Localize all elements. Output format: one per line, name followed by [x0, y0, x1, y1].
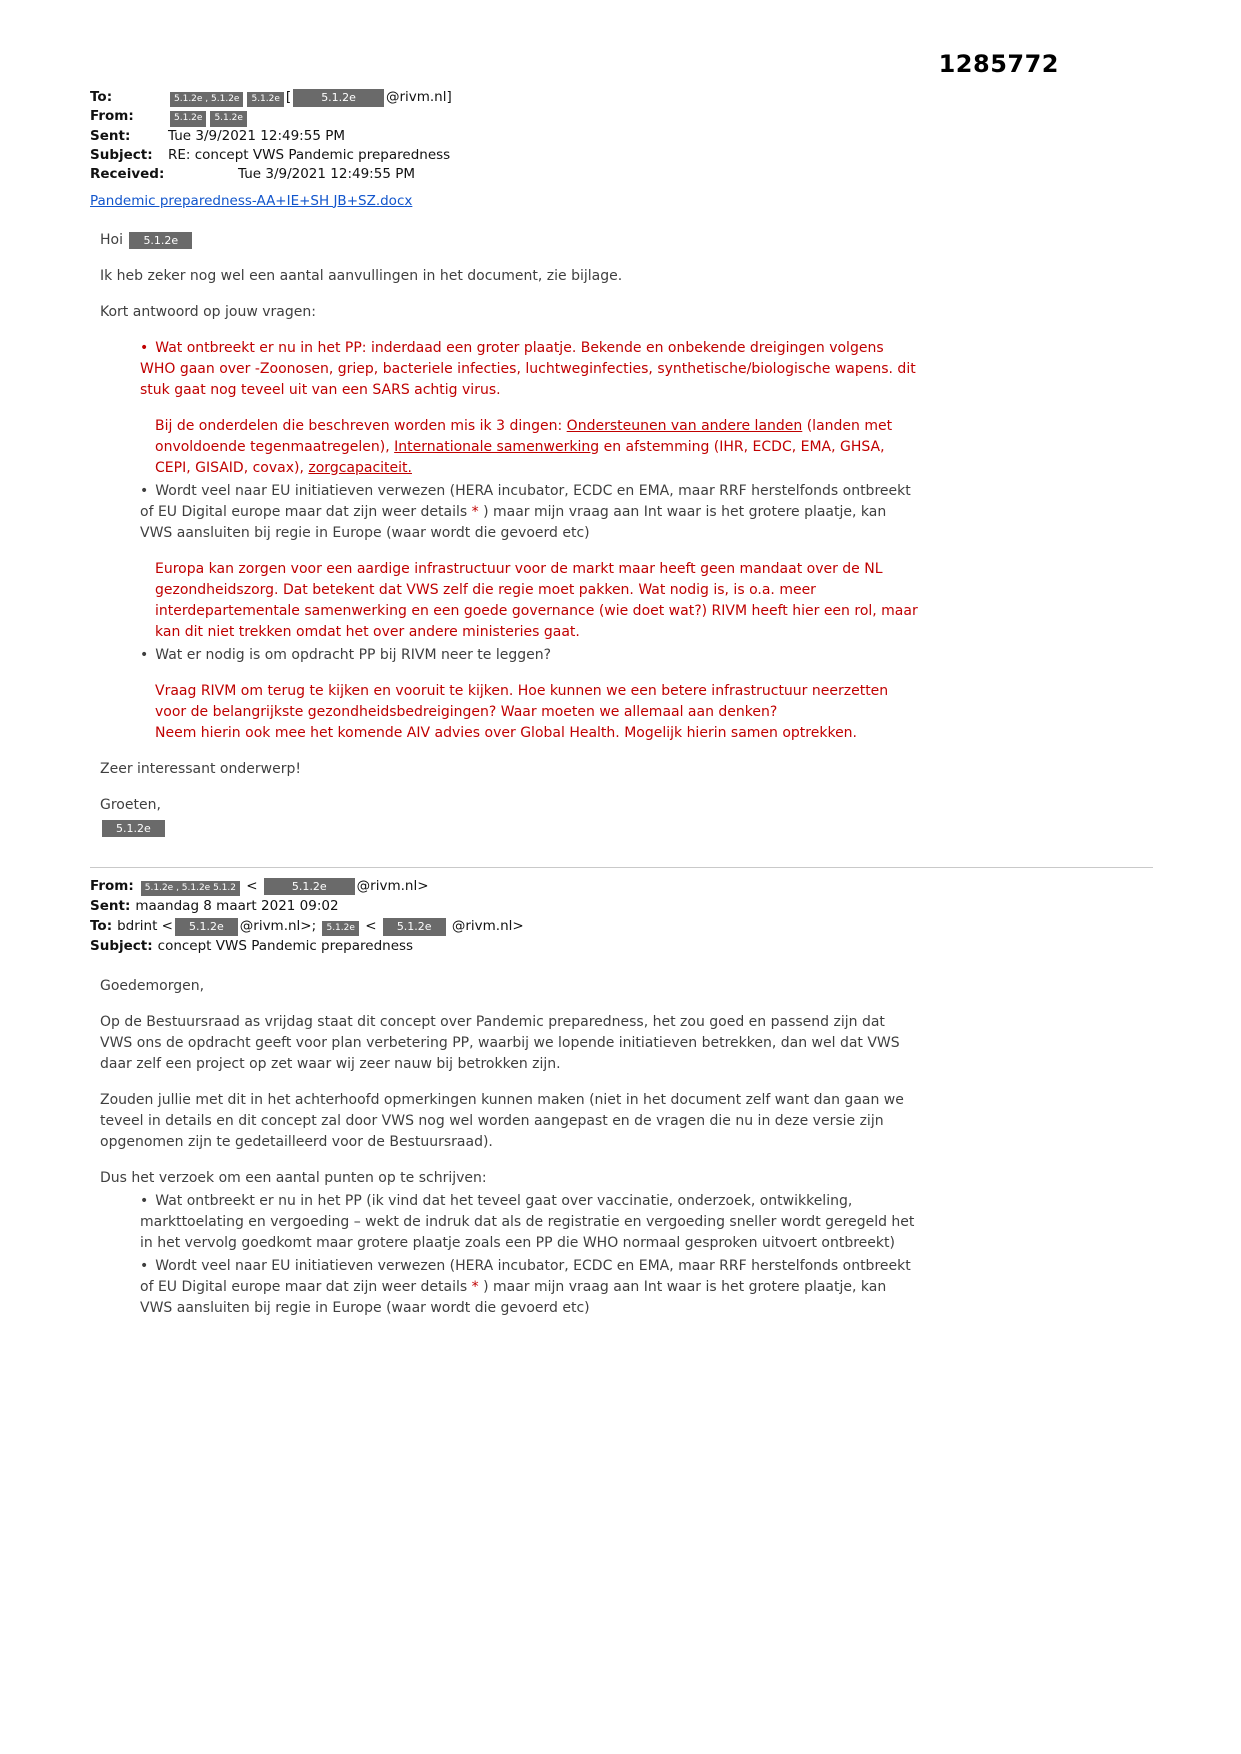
paragraph	[140, 338, 1153, 401]
text-segment: Ondersteunen van andere landen	[566, 417, 803, 434]
paragraph	[155, 681, 1153, 744]
email-body	[90, 230, 1153, 839]
header-label-received: Received:	[90, 165, 165, 182]
text-segment: stuk gaat nog teveel uit van een SARS achtig virus.	[140, 381, 501, 398]
text-segment: Hoi	[100, 231, 128, 248]
redaction-box: 5.1.2e	[102, 820, 165, 838]
bullet-icon: •	[140, 482, 149, 499]
redaction-box: 5.1.2e , 5.1.2e	[170, 92, 243, 107]
text-segment: Zeer interessant onderwerp!	[100, 760, 301, 777]
text-segment: Tue 3/9/2021 12:49:55 PM	[238, 165, 415, 182]
redaction-box: 5.1.2e	[170, 111, 206, 126]
attachment-row	[90, 192, 1153, 210]
header-label-from: From:	[90, 108, 134, 125]
redaction-box: 5.1.2e	[129, 232, 192, 250]
header-value-to	[117, 918, 524, 934]
text-segment: of EU Digital europe maar dat zijn weer details	[140, 1279, 472, 1295]
text-segment: Ik heb zeker nog wel een aantal aanvullingen in het document, zie bijlage.	[100, 267, 623, 284]
email-headers	[90, 88, 1153, 184]
header-label-to: To:	[90, 917, 113, 934]
text-segment: VWS ons de opdracht geeft voor plan verbetering PP, waarbij we lopende initiatieven betrekken, dan wel dat VWS	[100, 1035, 900, 1051]
text-segment: @rivm.nl>	[356, 877, 429, 894]
text-segment: ) maar mijn vraag aan Int waar is het grotere plaatje, kan	[478, 503, 887, 520]
text-segment: WHO gaan over -Zoonosen, griep, bacteriele infecties, luchtweginfecties, synthetische/biologische wapens. dit	[140, 360, 916, 377]
paragraph	[100, 1168, 1153, 1189]
text-segment: Dus het verzoek om een aantal punten op te schrijven:	[100, 1170, 487, 1186]
text-segment: markttoelating en vergoeding – wekt de indruk dat als de registratie en vergoeding sneller wordt geregeld het	[140, 1214, 915, 1230]
text-segment: *	[471, 1279, 479, 1295]
redaction-box: 5.1.2e	[264, 878, 355, 896]
header-label-sent: Sent:	[90, 127, 131, 144]
text-segment: kan dit niet trekken omdat het over andere ministeries gaat.	[155, 623, 580, 640]
header-value-from	[168, 107, 249, 126]
text-segment: Vraag RIVM om terug te kijken en vooruit te kijken. Hoe kunnen we een betere infrastructuur neerzetten	[155, 682, 889, 699]
header-label-to: To:	[90, 89, 113, 105]
text-segment: @rivm.nl]	[385, 89, 452, 105]
header-value-from	[139, 878, 429, 894]
text-segment: of EU Digital europe maar dat zijn weer details	[140, 503, 472, 520]
bullet-icon: •	[140, 1193, 149, 1209]
paragraph	[100, 230, 1153, 251]
bullet-icon: •	[140, 1258, 149, 1274]
text-segment: bdrint <	[117, 917, 173, 934]
paragraph	[100, 1090, 1153, 1153]
text-segment: [	[285, 89, 292, 105]
redaction-box: 5.1.2e	[322, 921, 358, 936]
header-row-to	[90, 916, 1153, 936]
email-headers	[90, 876, 1153, 957]
header-label-subject: Subject:	[90, 146, 153, 163]
header-row-sent	[90, 896, 1153, 916]
text-segment: <	[241, 877, 262, 894]
header-row-from	[90, 876, 1153, 896]
paragraph	[140, 1191, 1153, 1254]
text-segment: Wat ontbreekt er nu in het PP: inderdaad een groter plaatje. Bekende en onbekende dreigingen volgens	[155, 339, 884, 356]
paragraph	[100, 266, 1153, 287]
text-segment: @rivm.nl>;	[239, 917, 321, 934]
text-segment: Wat er nodig is om opdracht PP bij RIVM neer te leggen?	[155, 646, 552, 663]
bullet-icon: •	[140, 339, 149, 356]
header-value-subject	[168, 146, 450, 165]
text-segment: interdepartementale samenwerking en een goede governance (wie doet wat?) RIVM heeft hier een rol, maar	[155, 602, 918, 619]
text-segment: RE: concept VWS Pandemic preparedness	[168, 146, 451, 163]
paragraph	[100, 1012, 1153, 1075]
text-segment: in het vervolg goedkomt maar grotere plaatje zoals een PP die WHO normaal gesproken uitvoert ontbreekt)	[140, 1235, 895, 1251]
text-segment: Bij de onderdelen die beschreven worden mis ik 3 dingen:	[155, 417, 567, 434]
text-segment: daar zelf een project op zet waar wij zeer nauw bij betrokken zijn.	[100, 1056, 561, 1072]
header-value-to	[168, 88, 452, 107]
text-segment: Internationale samenwerking	[394, 438, 600, 455]
header-value-sent	[135, 898, 338, 914]
bullet-icon: •	[140, 646, 149, 663]
text-segment: Tue 3/9/2021 12:49:55 PM	[168, 127, 345, 144]
header-value-subject	[158, 938, 413, 954]
header-value-sent	[168, 127, 345, 146]
header-row-to	[90, 88, 1153, 107]
paragraph	[155, 416, 1153, 479]
redaction-box: 5.1.2e	[383, 918, 446, 936]
redaction-box: 5.1.2e	[293, 89, 384, 107]
redaction-box: 5.1.2e	[210, 111, 246, 126]
text-segment: <	[360, 917, 381, 934]
header-value-received	[238, 165, 415, 184]
text-segment: (landen met	[802, 417, 893, 434]
paragraph	[100, 302, 1153, 323]
text-segment: concept VWS Pandemic preparedness	[157, 938, 414, 954]
email-body	[90, 976, 1153, 1319]
text-segment: teveel in details en dit concept zal door VWS nog wel worden aangepast en de vragen die nu in deze versie zijn	[100, 1113, 884, 1129]
header-label-sent: Sent:	[90, 897, 131, 914]
header-row-from	[90, 107, 1153, 126]
text-segment: en afstemming (IHR, ECDC, EMA, GHSA,	[599, 438, 885, 455]
text-segment: Groeten,	[100, 796, 161, 813]
paragraph	[100, 818, 1153, 839]
text-segment: Wordt veel naar EU initiatieven verwezen (HERA incubator, ECDC en EMA, maar RRF herstelfonds ontbreekt	[155, 482, 911, 499]
paragraph	[100, 976, 1153, 997]
paragraph	[140, 1256, 1153, 1319]
header-row-subject	[90, 146, 1153, 165]
email-1	[90, 88, 1153, 839]
text-segment: CEPI, GISAID, covax),	[155, 459, 309, 476]
redaction-box: 5.1.2e , 5.1.2e 5.1.2	[141, 881, 240, 896]
redaction-box: 5.1.2e	[247, 92, 283, 107]
doc-number: 1285772	[938, 50, 1059, 78]
text-segment: Goedemorgen,	[100, 978, 205, 994]
email-divider	[90, 867, 1153, 868]
paragraph	[140, 645, 1153, 666]
paragraph	[155, 559, 1153, 643]
header-label-subject: Subject:	[90, 938, 153, 954]
header-row-subject	[90, 936, 1153, 956]
text-segment: maandag 8 maart 2021 09:02	[135, 897, 339, 914]
text-segment: Europa kan zorgen voor een aardige infrastructuur voor de markt maar heeft geen mandaat over de NL	[155, 560, 883, 577]
header-row-received	[90, 165, 1153, 184]
text-segment: Wordt veel naar EU initiatieven verwezen (HERA incubator, ECDC en EMA, maar RRF herstelfonds ontbreekt	[155, 1258, 911, 1274]
text-segment: Kort antwoord op jouw vragen:	[100, 303, 316, 320]
text-segment: @rivm.nl>	[447, 917, 524, 934]
email-2	[90, 867, 1153, 1320]
text-segment: onvoldoende tegenmaatregelen),	[155, 438, 395, 455]
paragraph	[100, 759, 1153, 780]
redaction-box: 5.1.2e	[175, 918, 238, 936]
text-segment: voor de belangrijkste gezondheidsbedreigingen? Waar moeten we allemaal aan denken?	[155, 703, 778, 720]
paragraph	[140, 481, 1153, 544]
text-segment: zorgcapaciteit.	[308, 459, 412, 476]
text-segment: Zouden jullie met dit in het achterhoofd opmerkingen kunnen maken (niet in het document zelf want dan gaan we	[100, 1092, 904, 1108]
header-label-from: From:	[90, 877, 134, 894]
text-segment: Neem hierin ook mee het komende AIV advies over Global Health. Mogelijk hierin samen optrekken.	[155, 724, 858, 741]
header-row-sent	[90, 127, 1153, 146]
text-segment: Op de Bestuursraad as vrijdag staat dit concept over Pandemic preparedness, het zou goed en passend zijn dat	[100, 1014, 885, 1030]
text-segment: *	[471, 503, 479, 520]
text-segment: ) maar mijn vraag aan Int waar is het grotere plaatje, kan	[478, 1279, 887, 1295]
text-segment: Wat ontbreekt er nu in het PP (ik vind dat het teveel gaat over vaccinatie, onderzoek, ontwikkeling,	[155, 1193, 853, 1209]
attachment-link[interactable]: Pandemic preparedness-AA+IE+SH JB+SZ.docx	[90, 192, 413, 209]
text-segment: gezondheidszorg. Dat betekent dat VWS zelf die regie moet pakken. Wat nodig is, is o.a. meer	[155, 581, 816, 598]
text-segment: opgenomen zijn te gedetailleerd voor de Bestuursraad).	[100, 1134, 493, 1150]
paragraph	[100, 795, 1153, 816]
text-segment: VWS aansluiten bij regie in Europe (waar wordt die gevoerd etc)	[140, 524, 590, 541]
text-segment: VWS aansluiten bij regie in Europe (waar wordt die gevoerd etc)	[140, 1300, 590, 1316]
